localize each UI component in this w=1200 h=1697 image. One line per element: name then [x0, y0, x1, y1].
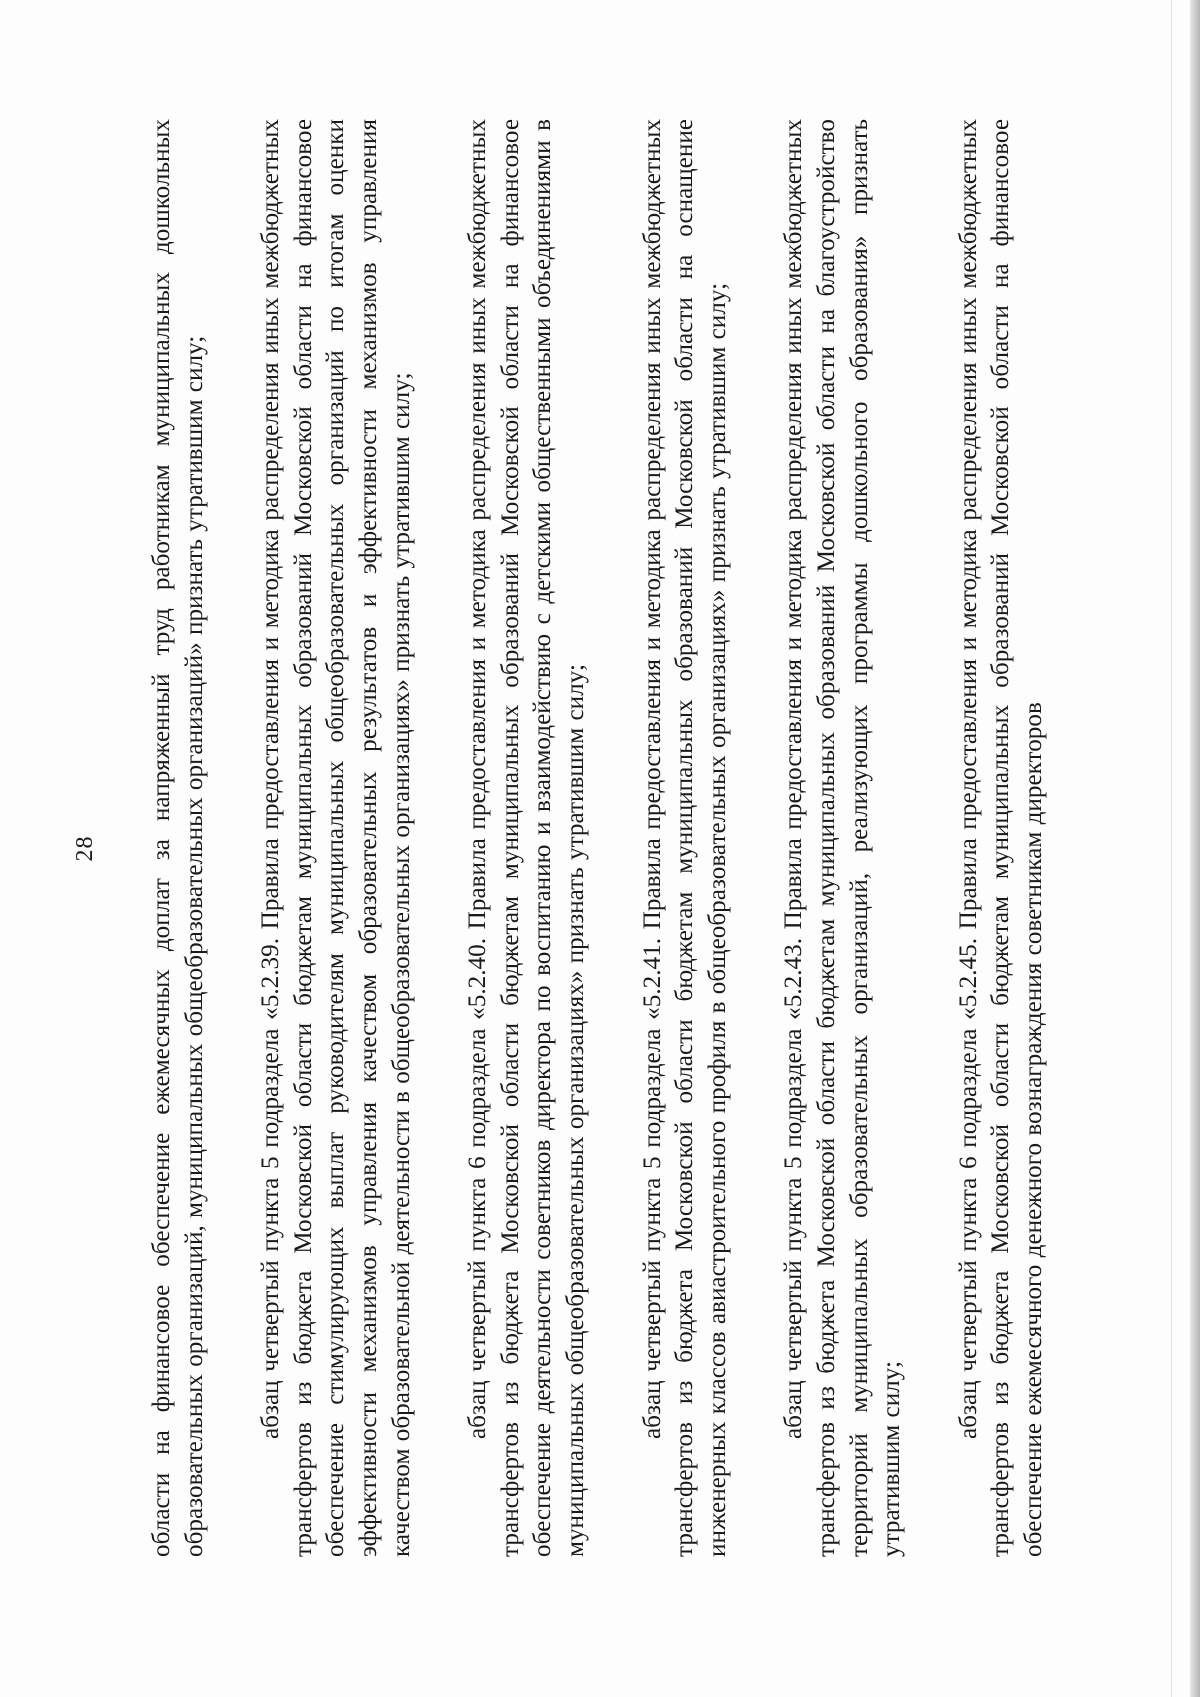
paragraph-5-2-39: абзац четвертый пункта 5 подраздела «5.2.39. Правила предоставления и методика распределения иных межбюджетных трансфертов из бюджета Московской области бюджетам муниципальных образований Московской области на финансовое обеспечение стимулирующих выплат руководителям муниципальных общеобразовательных организаций по итогам оценки эффективности механизмов управления качеством образовательных результатов и эффективности механизмов управления качеством образовательной деятельности в общеобразовательных организациях» признать утратившим силу;	[257, 119, 415, 1557]
paragraph-5-2-40: абзац четвертый пункта 6 подраздела «5.2.40. Правила предоставления и методика распределения иных межбюджетных трансфертов из бюджета Московской области бюджетам муниципальных образований Московской области на финансовое обеспечение деятельности советников директора по воспитанию и взаимодействию с детскими общественными объединениями в муниципальных общеобразовательных организациях» признать утратившим силу;	[464, 119, 589, 1557]
paragraph-continuation: области на финансовое обеспечение ежемесячных доплат за напряженный труд работникам муниципальных дошкольных образовательных организаций, муниципальных общеобразовательных организаций» признать утратившим силу;	[148, 119, 208, 1557]
paragraph-5-2-43: абзац четвертый пункта 5 подраздела «5.2.43. Правила предоставления и методика распределения иных межбюджетных трансфертов из бюджета Московской области бюджетам муниципальных образований Московской области на благоустройство территорий муниципальных образовательных организаций, реализующих программы дошкольного образования» признать утратившим силу;	[780, 119, 906, 1557]
paragraph-5-2-45: абзац четвертый пункта 6 подраздела «5.2.45. Правила предоставления и методика распределения иных межбюджетных трансфертов из бюджета Московской области бюджетам муниципальных образований Московской области на финансовое обеспечение ежемесячного денежного вознаграждения советникам директоров	[954, 119, 1047, 1557]
page-number: 28	[72, 835, 98, 862]
document-body	[146, 119, 1050, 1557]
paragraph-5-2-41: абзац четвертый пункта 5 подраздела «5.2.41. Правила предоставления и методика распределения иных межбюджетных трансфертов из бюджета Московской области бюджетам муниципальных образований Московской области на оснащение инженерных классов авиастроительного профиля в общеобразовательных организациях» признать утратившим силу;	[638, 119, 731, 1557]
